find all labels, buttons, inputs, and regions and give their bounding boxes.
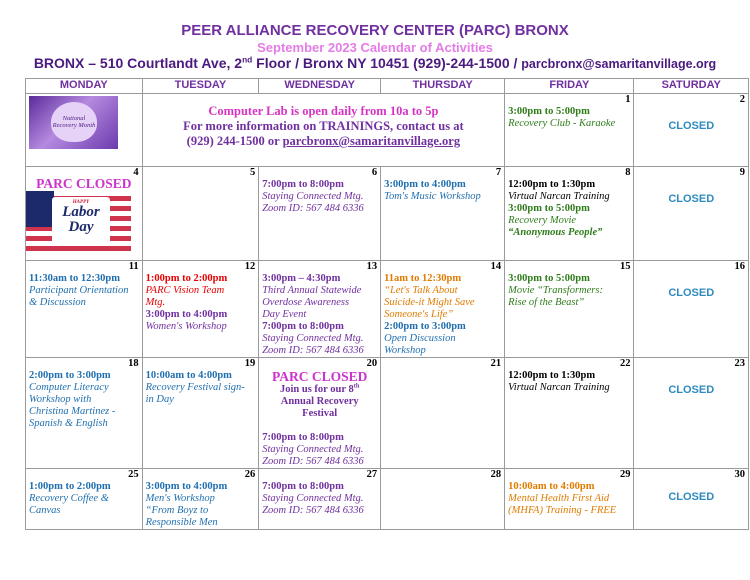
labor-day-image bbox=[26, 191, 131, 251]
day-number: 19 bbox=[244, 358, 256, 369]
closed-label: CLOSED bbox=[668, 384, 715, 396]
cell-day-25 bbox=[26, 469, 143, 530]
event-desc: Tom's Music Workshop bbox=[384, 191, 481, 202]
cell-day-20 bbox=[259, 358, 381, 469]
event-desc: Zoom ID: 567 484 6336 bbox=[262, 203, 364, 214]
address-part-a: BRONX – 510 Courtlandt Ave, 2 bbox=[33, 55, 243, 71]
event-desc: Movie “Transformers: bbox=[508, 285, 603, 296]
event-desc: Responsible Men bbox=[145, 517, 218, 528]
event-desc: Someone's Life” bbox=[384, 309, 454, 320]
cell-day-11 bbox=[26, 261, 143, 358]
day-number: 21 bbox=[490, 358, 502, 369]
parc-closed-label: PARC CLOSED bbox=[36, 176, 132, 191]
week-row-3 bbox=[26, 261, 749, 358]
day-number: 27 bbox=[366, 469, 378, 480]
cell-day-30 bbox=[634, 469, 749, 530]
event-time: 3:00pm – 4:30pm bbox=[262, 273, 341, 284]
festival-note: Festival bbox=[302, 408, 338, 419]
cell-day-5 bbox=[142, 167, 259, 261]
event-desc: Mtg. bbox=[145, 297, 166, 308]
event-desc: Recovery Movie bbox=[508, 215, 577, 226]
lab-email-link[interactable]: parcbronx@samaritanvillage.org bbox=[282, 134, 461, 148]
cell-day-23 bbox=[634, 358, 749, 469]
cell-day-2 bbox=[634, 94, 749, 167]
recovery-month-text: National Recovery Month bbox=[52, 115, 96, 129]
cell-day-22 bbox=[505, 358, 634, 469]
event-desc: Recovery Coffee & bbox=[29, 493, 109, 504]
event-time: 1:00pm to 2:00pm bbox=[29, 481, 111, 492]
flag-canton bbox=[26, 191, 54, 227]
parc-closed-label: PARC CLOSED bbox=[271, 369, 368, 384]
lab-line-3: (929) 244-1500 or bbox=[186, 134, 283, 148]
event-time: 7:00pm to 8:00pm bbox=[262, 179, 344, 190]
cell-day-26 bbox=[142, 469, 259, 530]
day-number: 2 bbox=[739, 94, 745, 105]
event-desc: Staying Connected Mtg. bbox=[262, 493, 364, 504]
labor-day-word-2: Day bbox=[68, 219, 94, 235]
event-desc: “From Boyz to bbox=[145, 505, 209, 516]
day-number: 29 bbox=[619, 469, 631, 480]
event-time: 7:00pm to 8:00pm bbox=[262, 321, 344, 332]
event-time: 2:00pm to 3:00pm bbox=[29, 370, 111, 381]
closed-label: CLOSED bbox=[668, 193, 715, 205]
day-number: 26 bbox=[244, 469, 256, 480]
day-number: 16 bbox=[734, 261, 745, 272]
cell-day-19 bbox=[142, 358, 259, 469]
org-title: PEER ALLIANCE RECOVERY CENTER (PARC) BRONX bbox=[181, 22, 569, 39]
week-row-5 bbox=[26, 469, 749, 530]
day-number: 25 bbox=[128, 469, 139, 480]
event-desc: (MHFA) Training - FREE bbox=[508, 505, 617, 516]
event-desc: Recovery Festival sign- bbox=[145, 382, 245, 393]
event-time: 7:00pm to 8:00pm bbox=[262, 432, 344, 443]
event-time: 3:00pm to 4:00pm bbox=[145, 481, 228, 492]
festival-note: Annual Recovery bbox=[280, 396, 359, 407]
day-number: 4 bbox=[133, 167, 139, 178]
cell-day-29 bbox=[505, 469, 634, 530]
labor-day-card bbox=[52, 197, 110, 245]
closed-label: CLOSED bbox=[668, 491, 715, 503]
event-desc: Women's Workshop bbox=[145, 321, 227, 332]
weekday-friday: FRIDAY bbox=[505, 79, 634, 94]
day-number: 15 bbox=[619, 261, 631, 272]
event-desc: Christina Martinez - bbox=[29, 406, 116, 417]
address-sup: nd bbox=[242, 54, 253, 65]
calendar-subtitle: September 2023 Calendar of Activities bbox=[257, 40, 493, 55]
week-row-1 bbox=[26, 94, 749, 167]
event-desc: PARC Vision Team bbox=[145, 285, 225, 296]
event-desc: Computer Literacy bbox=[29, 382, 109, 393]
week-row-4 bbox=[26, 358, 749, 469]
event-desc: “Anonymous People” bbox=[508, 227, 603, 238]
cell-day-6 bbox=[259, 167, 381, 261]
weekday-thursday: THURSDAY bbox=[381, 79, 505, 94]
cell-day-14 bbox=[381, 261, 505, 358]
event-time: 1:00pm to 2:00pm bbox=[145, 273, 228, 284]
weekday-wednesday: WEDNESDAY bbox=[259, 79, 381, 94]
event-desc: Workshop bbox=[384, 345, 426, 356]
weekday-saturday: SATURDAY bbox=[634, 79, 749, 94]
event-time: 3:00pm to 5:00pm bbox=[508, 273, 590, 284]
event-time: 7:00pm to 8:00pm bbox=[262, 481, 344, 492]
week-row-2 bbox=[26, 167, 749, 261]
lab-line-2: For more information on TRAININGS, contact us at bbox=[183, 119, 464, 133]
lab-line-1: Computer Lab is open daily from 10a to 5p bbox=[208, 104, 439, 118]
cell-recovery-month-image bbox=[26, 94, 143, 167]
day-number: 22 bbox=[619, 358, 631, 369]
weekday-header-row bbox=[26, 79, 749, 94]
cell-day-16 bbox=[634, 261, 749, 358]
festival-note bbox=[262, 384, 377, 396]
weekday-tuesday: TUESDAY bbox=[142, 79, 259, 94]
day-number: 6 bbox=[371, 167, 378, 178]
event-time: 3:00pm to 4:00pm bbox=[384, 179, 466, 190]
day-number: 18 bbox=[128, 358, 139, 369]
cell-day-12 bbox=[142, 261, 259, 358]
cell-day-4 bbox=[26, 167, 143, 261]
event-desc: Open Discussion bbox=[384, 333, 456, 344]
event-time: 3:00pm to 5:00pm bbox=[508, 106, 590, 117]
computer-lab-notice bbox=[142, 94, 505, 167]
event-desc: Spanish & English bbox=[29, 418, 108, 429]
event-desc: Mental Health First Aid bbox=[508, 493, 610, 504]
event-time: 12:00pm to 1:30pm bbox=[508, 370, 596, 381]
cell-day-28 bbox=[381, 469, 505, 530]
event-time: 10:00am to 4:00pm bbox=[508, 481, 595, 492]
cell-day-18 bbox=[26, 358, 143, 469]
event-desc: Staying Connected Mtg. bbox=[262, 191, 364, 202]
event-desc: “Let's Talk About bbox=[384, 285, 458, 296]
event-time: 3:00pm to 5:00pm bbox=[508, 203, 590, 214]
event-time: 12:00pm to 1:30pm bbox=[508, 179, 596, 190]
heart-hands-icon bbox=[51, 102, 97, 142]
cell-day-21 bbox=[381, 358, 505, 469]
cell-day-7 bbox=[381, 167, 505, 261]
day-number: 30 bbox=[734, 469, 745, 480]
cell-day-1 bbox=[505, 94, 634, 167]
cell-day-9 bbox=[634, 167, 749, 261]
day-number: 5 bbox=[249, 167, 256, 178]
event-desc: Men's Workshop bbox=[145, 493, 215, 504]
event-desc: Rise of the Beast” bbox=[508, 297, 585, 308]
day-number: 7 bbox=[495, 167, 502, 178]
event-desc: Participant Orientation bbox=[29, 285, 129, 296]
cell-day-13 bbox=[259, 261, 381, 358]
cell-day-15 bbox=[505, 261, 634, 358]
event-desc: Overdose Awareness bbox=[262, 297, 350, 308]
labor-day-word-1: Labor bbox=[62, 204, 100, 220]
day-number: 20 bbox=[366, 358, 378, 369]
cell-day-8 bbox=[505, 167, 634, 261]
event-time: 3:00pm to 4:00pm bbox=[145, 309, 228, 320]
day-number: 14 bbox=[490, 261, 502, 272]
event-desc: Staying Connected Mtg. bbox=[262, 444, 364, 455]
day-number: 28 bbox=[490, 469, 502, 480]
recovery-month-image bbox=[29, 96, 118, 149]
event-desc: Virtual Narcan Training bbox=[508, 382, 610, 393]
event-time: 11:30am to 12:30pm bbox=[29, 273, 120, 284]
closed-label: CLOSED bbox=[668, 287, 715, 299]
event-desc: Virtual Narcan Training bbox=[508, 191, 610, 202]
day-number: 8 bbox=[625, 167, 631, 178]
event-desc: & Discussion bbox=[29, 297, 86, 308]
event-desc: Zoom ID: 567 484 6336 bbox=[262, 456, 364, 467]
calendar-grid bbox=[25, 78, 749, 530]
event-desc: Zoom ID: 567 484 6336 bbox=[262, 505, 364, 516]
event-desc: Staying Connected Mtg. bbox=[262, 333, 364, 344]
event-time: 10:00am to 4:00pm bbox=[145, 370, 232, 381]
address-line bbox=[0, 55, 750, 71]
festival-note-sup: th bbox=[353, 382, 360, 390]
day-number: 13 bbox=[366, 261, 378, 272]
event-desc: Workshop with bbox=[29, 394, 92, 405]
event-time: 11am to 12:30pm bbox=[384, 273, 462, 284]
event-desc: Suicide-it Might Save bbox=[384, 297, 475, 308]
day-number: 9 bbox=[739, 167, 745, 178]
day-number: 23 bbox=[734, 358, 745, 369]
cell-day-27 bbox=[259, 469, 381, 530]
event-desc: in Day bbox=[145, 394, 174, 405]
closed-label: CLOSED bbox=[668, 120, 715, 132]
event-desc: Canvas bbox=[29, 505, 61, 516]
event-desc: Zoom ID: 567 484 6336 bbox=[262, 345, 364, 356]
day-number: 11 bbox=[128, 261, 139, 272]
weekday-monday: MONDAY bbox=[26, 79, 143, 94]
event-desc: Third Annual Statewide bbox=[262, 285, 362, 296]
event-desc: Day Event bbox=[262, 309, 307, 320]
day-number: 12 bbox=[244, 261, 256, 272]
labor-day-happy: HAPPY bbox=[72, 200, 90, 205]
event-desc: Recovery Club - Karaoke bbox=[508, 118, 616, 129]
address-part-b: Floor / Bronx NY 10451 (929)-244-1500 / bbox=[252, 55, 522, 71]
day-number: 1 bbox=[625, 94, 631, 105]
event-time: 2:00pm to 3:00pm bbox=[384, 321, 466, 332]
festival-note-a: Join us for our 8 bbox=[280, 384, 354, 395]
header-email: parcbronx@samaritanvillage.org bbox=[521, 57, 717, 71]
